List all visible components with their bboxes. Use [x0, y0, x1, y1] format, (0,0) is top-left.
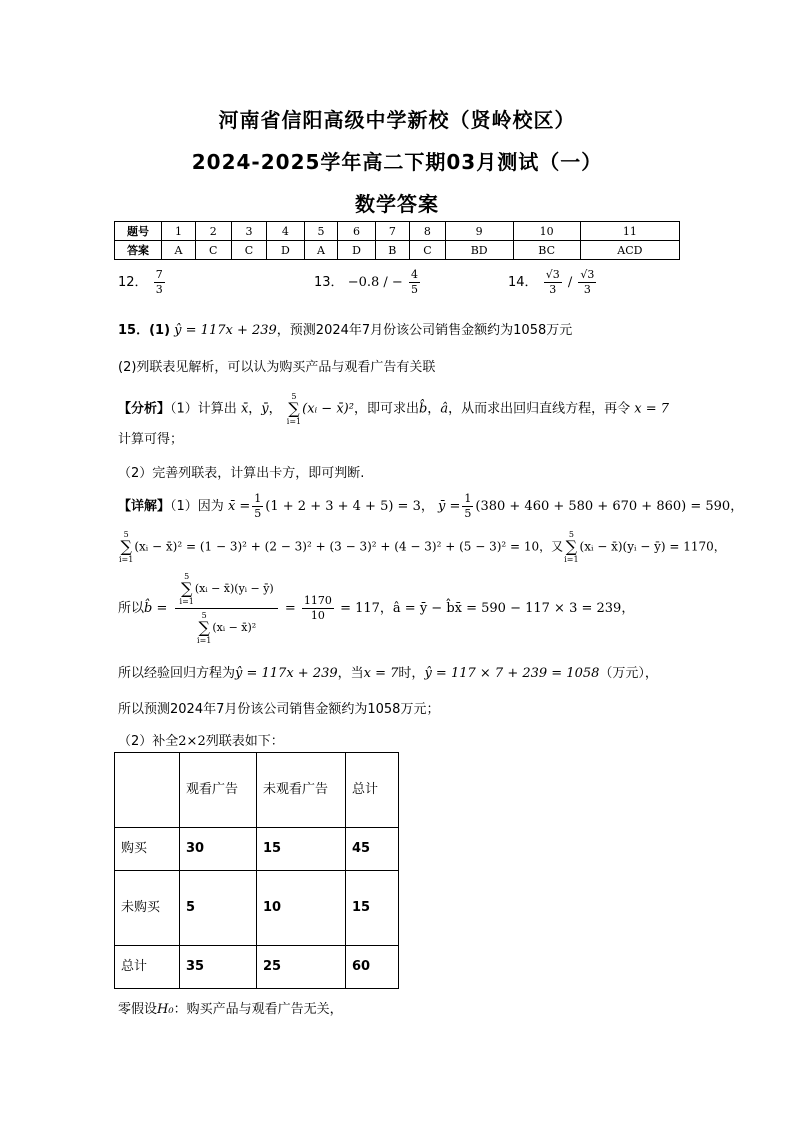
contingency-row: [115, 828, 399, 871]
row-label-number: 题号: [115, 222, 162, 241]
analysis-line-1: 【分析】（1）计算出 x̄，ȳ， 5 ∑ i=1(xᵢ − x̄)²，即可求出b̂，â，从而求出回归直线方程，再令 x = 7: [118, 392, 669, 426]
so-b: 所以: [118, 601, 145, 616]
question-number-cell: 10: [513, 222, 580, 241]
contingency-table: [114, 752, 399, 989]
h0-text: ：购买产品与观看广告无关，: [173, 1002, 343, 1017]
analysis-text-1: （1）计算出: [170, 401, 237, 417]
question-number-cell: 5: [304, 222, 338, 241]
q15-label: 15．(1): [118, 323, 171, 338]
b-hat: b̂ =: [144, 601, 168, 616]
answer-subtitle: 数学答案: [355, 192, 439, 216]
sum-symbol-4: 5 ∑ i=1: [179, 572, 194, 606]
answer-cell: D: [338, 241, 375, 260]
q14-fraction-2: [578, 268, 596, 297]
answer-table-answer-row: [115, 241, 680, 260]
q13-prefix: −0.8 / −: [347, 275, 403, 290]
xbar-tail: (1 + 2 + 3 + 4 + 5) = 3: [265, 499, 421, 514]
null-hypothesis-line: [118, 998, 343, 1017]
question-number-cell: 1: [162, 222, 196, 241]
answer-cell: C: [195, 241, 231, 260]
contingency-cell: 45: [346, 828, 399, 871]
analysis-x7: x = 7: [634, 401, 669, 417]
b-val-num: 1170: [303, 594, 332, 607]
contingency-col-header: [115, 753, 180, 828]
analysis-line-2: 计算可得；: [118, 432, 184, 447]
xbar-num: 1: [254, 492, 262, 505]
contingency-col-header: 观看广告: [180, 753, 257, 828]
q14-answer: [508, 268, 598, 297]
detail-tag: 【详解】: [118, 499, 171, 514]
contingency-cell: 5: [180, 871, 257, 946]
detail-line-2: 5 ∑ i=1(xᵢ − x̄)² = (1 − 3)² + (2 − 3)² + (3 − 3)² + (4 − 3)² + (5 − 3)² = 10，又5 ∑ i=1(xᵢ − x̄)(yᵢ − ȳ) = 1170，: [119, 530, 726, 564]
analysis-a: â: [440, 401, 449, 417]
regress-unit: （万元），: [599, 666, 658, 681]
contingency-cell: 15: [257, 828, 346, 871]
b-tail: = 117: [340, 601, 380, 616]
analysis-sum: (xᵢ − x̄)²: [302, 401, 354, 417]
answer-cell: BD: [445, 241, 513, 260]
analysis-ybar: ȳ: [261, 401, 269, 417]
regress-text-2: ，当: [337, 666, 364, 681]
detail-text-1: （1）因为: [170, 499, 224, 514]
analysis-text-2: ，即可求出: [353, 401, 419, 417]
sum-symbol-3: 5 ∑ i=1: [564, 530, 579, 564]
detail-line-3: 所以b̂ = 5 ∑ i=1(xᵢ − x̄)(yᵢ − ȳ) 5 ∑ i=1(xᵢ − x̄)² = $\frac{1170}{10}$ = 117，â = ȳ − b̂x̄ = 590 − 117 × 3 = 239，: [118, 572, 635, 645]
contingency-header-row: [115, 753, 399, 828]
regress-eq: ŷ = 117x + 239: [235, 666, 338, 681]
analysis-line-3: （2）完善列联表，计算出卡方，即可判断.: [118, 466, 365, 481]
q14-den1: 3: [549, 283, 557, 296]
b-formula-den: [175, 609, 278, 645]
b-mid: =: [284, 601, 296, 616]
q14-num1: √3: [545, 268, 560, 281]
part2-intro: （2）补全: [118, 734, 179, 749]
ybar-den: 5: [464, 507, 472, 520]
answer-cell: B: [375, 241, 409, 260]
contingency-row-label: 购买: [115, 828, 180, 871]
contingency-row: [115, 946, 399, 989]
xbar-eq: x̄ =: [227, 499, 251, 514]
q14-sep: /: [567, 275, 573, 290]
answer-cell: BC: [513, 241, 580, 260]
row-label-answer: 答案: [115, 241, 162, 260]
xbar-den: 5: [254, 507, 262, 520]
exam-title: 2024-2025学年高二下期03月测试（一）: [191, 150, 603, 174]
q13-answer: [314, 268, 422, 297]
q12-num: 7: [155, 268, 163, 281]
q15-part1-answer: [118, 319, 572, 338]
contingency-cell: 15: [346, 871, 399, 946]
q14-label: 14．: [508, 275, 538, 290]
regress-x: x = 7: [363, 666, 399, 681]
answer-cell: ACD: [580, 241, 679, 260]
detail-line-1: 【详解】（1）因为 x̄ = $\frac{1}{5}$ (1 + 2 + 3 + 4 + 5) = 3， ȳ = $\frac{1}{5}$ (380 + 460 + 580 + 670 + 860) = 590，: [118, 492, 744, 520]
ybar-num: 1: [464, 492, 472, 505]
xbar-fraction: [252, 492, 263, 521]
contingency-col-header: 未观看广告: [257, 753, 346, 828]
regress-text-3: 时，: [398, 666, 425, 681]
q15-text1: ，预测2024年7月份该公司销售金额约为1058万元: [276, 323, 573, 338]
q13-label: 13．: [314, 275, 344, 290]
question-number-cell: 11: [580, 222, 679, 241]
contingency-cell: 10: [257, 871, 346, 946]
question-number-cell: 2: [195, 222, 231, 241]
analysis-text-3: ，从而求出回归直线方程，再令: [448, 401, 631, 417]
analysis-b: b̂: [418, 401, 428, 417]
q15-eq1: ŷ = 117x + 239: [174, 323, 277, 338]
h0-symbol: H₀: [157, 1002, 174, 1017]
ybar-eq: ȳ =: [438, 499, 461, 514]
contingency-row: [115, 871, 399, 946]
part2-dim: 2×2: [178, 734, 206, 749]
part2-intro-tail: 列联表如下：: [205, 734, 284, 749]
ybar-tail: (380 + 460 + 580 + 670 + 860) = 590: [475, 499, 731, 514]
sum-symbol-2: 5 ∑ i=1: [119, 530, 134, 564]
q12-den: 3: [155, 283, 163, 296]
answer-cell: A: [304, 241, 338, 260]
question-number-cell: 9: [445, 222, 513, 241]
contingency-row-label: 未购买: [115, 871, 180, 946]
question-number-cell: 6: [338, 222, 375, 241]
ybar-fraction: [462, 492, 473, 521]
b-num: (xᵢ − x̄)(yᵢ − ȳ): [194, 582, 274, 595]
analysis-xbar: x̄: [240, 401, 249, 417]
question-number-cell: 7: [375, 222, 409, 241]
sum-xy-pre: ，又: [539, 539, 564, 554]
question-number-cell: 4: [267, 222, 304, 241]
q12-answer: [118, 268, 167, 297]
contingency-cell: 60: [346, 946, 399, 989]
contingency-row-label: 总计: [115, 946, 180, 989]
sum-xy: (xᵢ − x̄)(yᵢ − ȳ) = 1170: [579, 539, 714, 554]
q12-fraction: [154, 268, 165, 297]
answer-cell: C: [410, 241, 446, 260]
contingency-cell: 35: [180, 946, 257, 989]
b-value-fraction: [302, 594, 334, 623]
sum-symbol: 5 ∑ i=1: [286, 392, 302, 426]
regress-text: 所以经验回归方程为: [118, 666, 236, 681]
analysis-tag: 【分析】: [118, 401, 171, 417]
contingency-cell: 30: [180, 828, 257, 871]
b-val-den: 10: [310, 609, 325, 622]
regress-calc: ŷ = 117 × 7 + 239 = 1058: [424, 666, 600, 681]
q14-fraction-1: [544, 268, 562, 297]
b-formula-num: [175, 572, 278, 609]
answer-table-number-row: [115, 222, 680, 241]
sum-sq: (xᵢ − x̄)² = (1 − 3)² + (2 − 3)² + (3 − 3)² + (4 − 3)² + (5 − 3)² = 10: [134, 539, 540, 554]
answer-cell: A: [162, 241, 196, 260]
b-den: (xᵢ − x̄)²: [212, 621, 257, 634]
q14-den2: 3: [583, 283, 591, 296]
question-number-cell: 3: [231, 222, 267, 241]
q15-part2-answer: (2)列联表见解析，可以认为购买产品与观看广告有关联: [118, 360, 436, 375]
contingency-col-header: 总计: [346, 753, 399, 828]
answer-table: [114, 221, 680, 260]
school-title: 河南省信阳高级中学新校（贤岭校区）: [218, 108, 576, 132]
q13-fraction: [409, 268, 420, 297]
sum-symbol-5: 5 ∑ i=1: [197, 611, 212, 645]
detail-line-4: [118, 662, 658, 681]
b-formula-fraction: [175, 572, 278, 645]
q13-den: 5: [410, 283, 418, 296]
detail-line-5: 所以预测2024年7月份该公司销售金额约为1058万元；: [118, 702, 440, 717]
q12-label: 12．: [118, 275, 148, 290]
contingency-cell: 25: [257, 946, 346, 989]
answer-cell: C: [231, 241, 267, 260]
q14-num2: √3: [580, 268, 595, 281]
h0-prefix: 零假设: [118, 1002, 158, 1017]
answer-cell: D: [267, 241, 304, 260]
detail-line-6: [118, 730, 284, 749]
q13-num: 4: [410, 268, 418, 281]
question-number-cell: 8: [410, 222, 446, 241]
a-hat: ，â = ȳ − b̂x̄ = 590 − 117 × 3 = 239: [379, 601, 622, 616]
